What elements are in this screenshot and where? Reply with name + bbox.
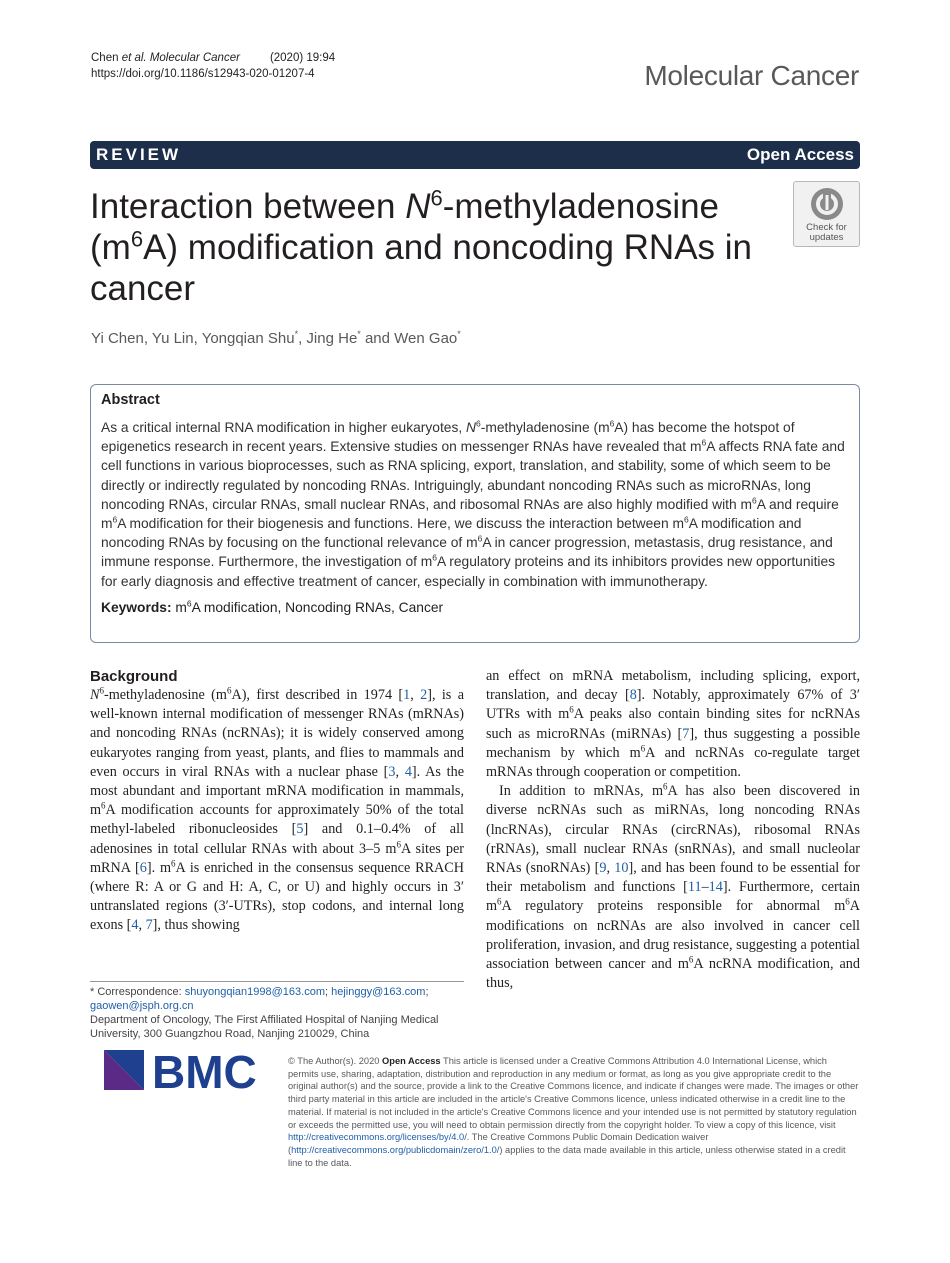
bmc-logo-text: BMC <box>152 1048 257 1096</box>
citation-block <box>91 50 335 82</box>
body-column-left <box>90 667 464 936</box>
open-access-label: Open Access <box>746 145 854 164</box>
correspondence-footnote: * Correspondence: shuyongqian1998@163.com; hejinggy@163.com; gaowen@jsph.org.cn Department of Oncology, The First Affiliated Hospital of Nanjing Medical University, 300 Guangzhou Road, Nanjing 210029, China <box>90 986 439 1040</box>
reference-link[interactable]: 11 <box>687 879 702 896</box>
reference-link[interactable]: 7 <box>145 917 153 934</box>
affiliation: Department of Oncology, The First Affiliated Hospital of Nanjing Medical University, 300 Guangzhou Road, Nanjing 210029, China <box>90 1014 439 1040</box>
footnote-divider <box>90 981 464 982</box>
section-heading: Background <box>90 668 178 685</box>
citation-authors: Chen <box>91 52 122 64</box>
journal-name: Molecular Cancer <box>644 60 859 91</box>
license-url-link[interactable]: http://creativecommons.org/licenses/by/4.0/ <box>288 1132 467 1143</box>
reference-link[interactable]: 7 <box>682 725 690 742</box>
reference-link[interactable]: 2 <box>420 687 428 703</box>
author-name[interactable]: Yi Chen <box>91 330 144 347</box>
check-for-updates-button[interactable] <box>793 181 860 247</box>
article-type: REVIEW <box>96 145 182 164</box>
reference-link[interactable]: 6 <box>139 859 147 876</box>
reference-link[interactable]: 14 <box>708 879 723 896</box>
license-text: © The Author(s). 2020 Open Access This article is licensed under a Creative Commons Attribution 4.0 International License, which permits use, sharing, adaptation, distribution and reproduction in any medium or format, as long as you give appropriate credit to the original author(s) and the source, provide a link to the Creative Commons licence, and indicate if changes were made. The images or other third party material in this article are included in the article's Creative Commons licence, unless indicated otherwise in a credit line to the material. If material is not included in the article's Creative Commons licence and your intended use is not permitted by statutory regulation or exceeds the permitted use, you will need to obtain permission directly from the copyright holder. To view a copy of this licence, visit http://creativecommons.org/licenses/by/4.0/. The Creative Commons Public Domain Dedication waiver (http://creativecommons.org/publicdomain/zero/1.0/) applies to the data made available in this article, unless otherwise stated in a credit line to the data. <box>288 1056 859 1168</box>
doi-link[interactable]: https://doi.org/10.1186/s12943-020-01207-4 <box>91 68 315 80</box>
article-title: Interaction between $N^6$-methyladenosine $(m^6A)$ modification and noncoding RNAs in cancer <box>90 185 753 308</box>
author-name[interactable]: Yongqian Shu <box>201 330 295 347</box>
reference-link[interactable]: 5 <box>296 821 304 838</box>
reference-link[interactable]: 3 <box>388 763 396 780</box>
citation-journal: et al. Molecular Cancer <box>121 52 240 64</box>
email-link[interactable]: gaowen@jsph.org.cn <box>90 1000 194 1012</box>
email-link[interactable]: hejinggy@163.com <box>331 986 426 998</box>
keywords: Keywords: $m^6A$ modification, Noncoding RNAs, Cancer <box>101 598 444 615</box>
citation-year: (2020) 19:94 <box>269 52 336 64</box>
body-paragraph: In addition to mRNAs, $m^6A$ has also been discovered in diverse ncRNAs such as miRNAs, long noncoding RNAs (lncRNAs), circular RNAs (circRNAs), ribosomal RNAs (rRNAs), small nuclear RNAs (snRNAs), and small nucleolar RNAs (snoRNAs) [9, 10], and has been found to be essential for their metabolism and functions [11–14]. Furthermore, certain $m^6A$ regulatory proteins responsible for abnormal $m^6A$ modifications on ncRNAs are also involved in cancer cell proliferation, invasion, and drug resistance, suggesting a potential association between cancer and $m^6A$ ncRNA modification, and thus, <box>486 781 861 992</box>
author-name[interactable]: Yu Lin <box>151 330 194 347</box>
check-updates-line2: updates <box>809 232 844 243</box>
body-column-right <box>486 667 860 993</box>
body-paragraph: an effect on mRNA metabolism, including splicing, export, translation, and decay [8]. Notably, approximately 67% of 3′ UTRs with $m^6A$ peaks also contain binding sites for ncRNAs such as microRNAs (miRNAs) [7], thus suggesting a possible mechanism by which $m^6A$ and ncRNAs co-regulate target mRNAs through cooperation or competition. <box>486 668 860 781</box>
bmc-logo-icon <box>104 1048 274 1096</box>
author-list: Yi Chen, Yu Lin, Yongqian Shu*, Jing He* and Wen Gao* <box>91 329 461 347</box>
reference-link[interactable]: 9 <box>599 860 607 877</box>
author-name[interactable]: Wen Gao <box>394 330 458 347</box>
bmc-logo <box>104 1048 274 1096</box>
check-updates-line1: Check for <box>806 222 847 233</box>
publicdomain-url-link[interactable]: http://creativecommons.org/publicdomain/zero/1.0/ <box>291 1144 500 1155</box>
reference-link[interactable]: 1 <box>403 687 411 703</box>
article-type-banner <box>90 141 860 169</box>
reference-link[interactable]: 10 <box>614 860 629 877</box>
body-paragraph: $N^6$-methyladenosine $(m^6A)$, first described in 1974 [1, 2], is a well-known internal modification of messenger RNAs (mRNAs) and noncoding RNAs (ncRNAs); it is widely conserved among eukaryotes ranging from yeast, plants, and flies to mammals and even occurs in viral RNAs with a nuclear phase [3, 4]. As the most abundant and important mRNA modification in mammals, $m^6A$ modification accounts for approximately 50% of the total methyl-labeled ribonucleosides [5] and 0.1–0.4% of all adenosines in total cellular RNAs with about 3–5 $m^6A$ sites per mRNA [6]. $m^6A$ is enriched in the consensus sequence RRACH (where R: A or G and H: A, C, or U) and highly occurs in 3′ untranslated regions (3′-UTRs), stop codons, and internal long exons [4, 7], thus showing <box>90 685 465 934</box>
abstract-box <box>90 384 860 643</box>
reference-link[interactable]: 8 <box>629 687 637 704</box>
check-updates-icon <box>809 186 845 222</box>
reference-link[interactable]: 4 <box>131 917 139 934</box>
reference-link[interactable]: 4 <box>404 763 412 780</box>
author-name[interactable]: Jing He <box>306 330 358 347</box>
abstract-heading: Abstract <box>101 392 160 408</box>
abstract-text: As a critical internal RNA modification in higher eukaryotes, $N^6$-methyladenosine $(m^6A)$ has become the hotspot of epigenetics research in recent years. Extensive studies on messenger RNAs have revealed that $m^6A$ affects RNA fate and cell functions in various bioprocesses, such as RNA splicing, export, translation, and stability, some of which seem to be directly or indirectly regulated by noncoding RNAs. Intriguingly, abundant noncoding RNAs such as microRNAs, long noncoding RNAs, circular RNAs, small nuclear RNAs, and ribosomal RNAs are also highly modified with $m^6A$ and require $m^6A$ modification for their biogenesis and functions. Here, we discuss the interaction between $m^6A$ modification and noncoding RNAs by focusing on the functional relevance of $m^6A$ in cancer progression, metastasis, drug resistance, and immune response. Furthermore, the investigation of $m^6A$ regulatory proteins and its inhibitors provides new opportunities for early diagnosis and effective treatment of cancer, especially in combination with immunotherapy. <box>101 418 845 589</box>
email-link[interactable]: shuyongqian1998@163.com <box>184 986 325 998</box>
